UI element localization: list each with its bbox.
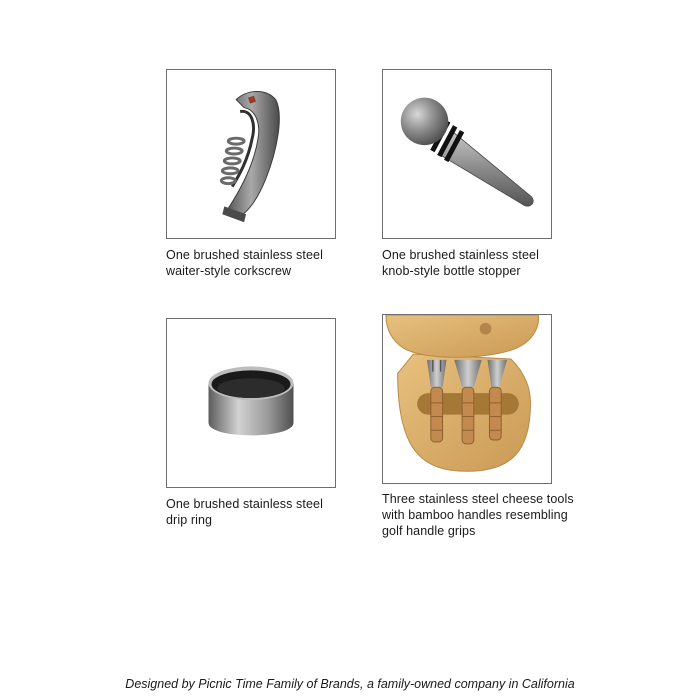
caption-line: knob-style bottle stopper [382, 264, 521, 278]
caption-line: golf handle grips [382, 524, 476, 538]
product-caption-drip-ring [166, 496, 386, 528]
drip-ring-icon [167, 319, 335, 487]
corkscrew-icon [167, 70, 335, 238]
caption-line: waiter-style corkscrew [166, 264, 292, 278]
caption-line: drip ring [166, 513, 213, 527]
caption-line: Three stainless steel cheese tools [382, 492, 574, 506]
caption-line: One brushed stainless steel [382, 248, 539, 262]
product-image-drip-ring [166, 318, 336, 488]
caption-line: One brushed stainless steel [166, 497, 323, 511]
product-caption-bottle-stopper [382, 247, 602, 279]
product-caption-cheese-tools [382, 491, 602, 539]
cheese-tools-icon [383, 315, 551, 483]
product-image-corkscrew [166, 69, 336, 239]
product-image-cheese-tools [382, 314, 552, 484]
footer-credit: Designed by Picnic Time Family of Brands, a family-owned company in California [125, 677, 575, 691]
bottle-stopper-icon [383, 70, 551, 238]
caption-line: One brushed stainless steel [166, 248, 323, 262]
product-caption-corkscrew [166, 247, 386, 279]
product-image-bottle-stopper [382, 69, 552, 239]
caption-line: with bamboo handles resembling [382, 508, 568, 522]
